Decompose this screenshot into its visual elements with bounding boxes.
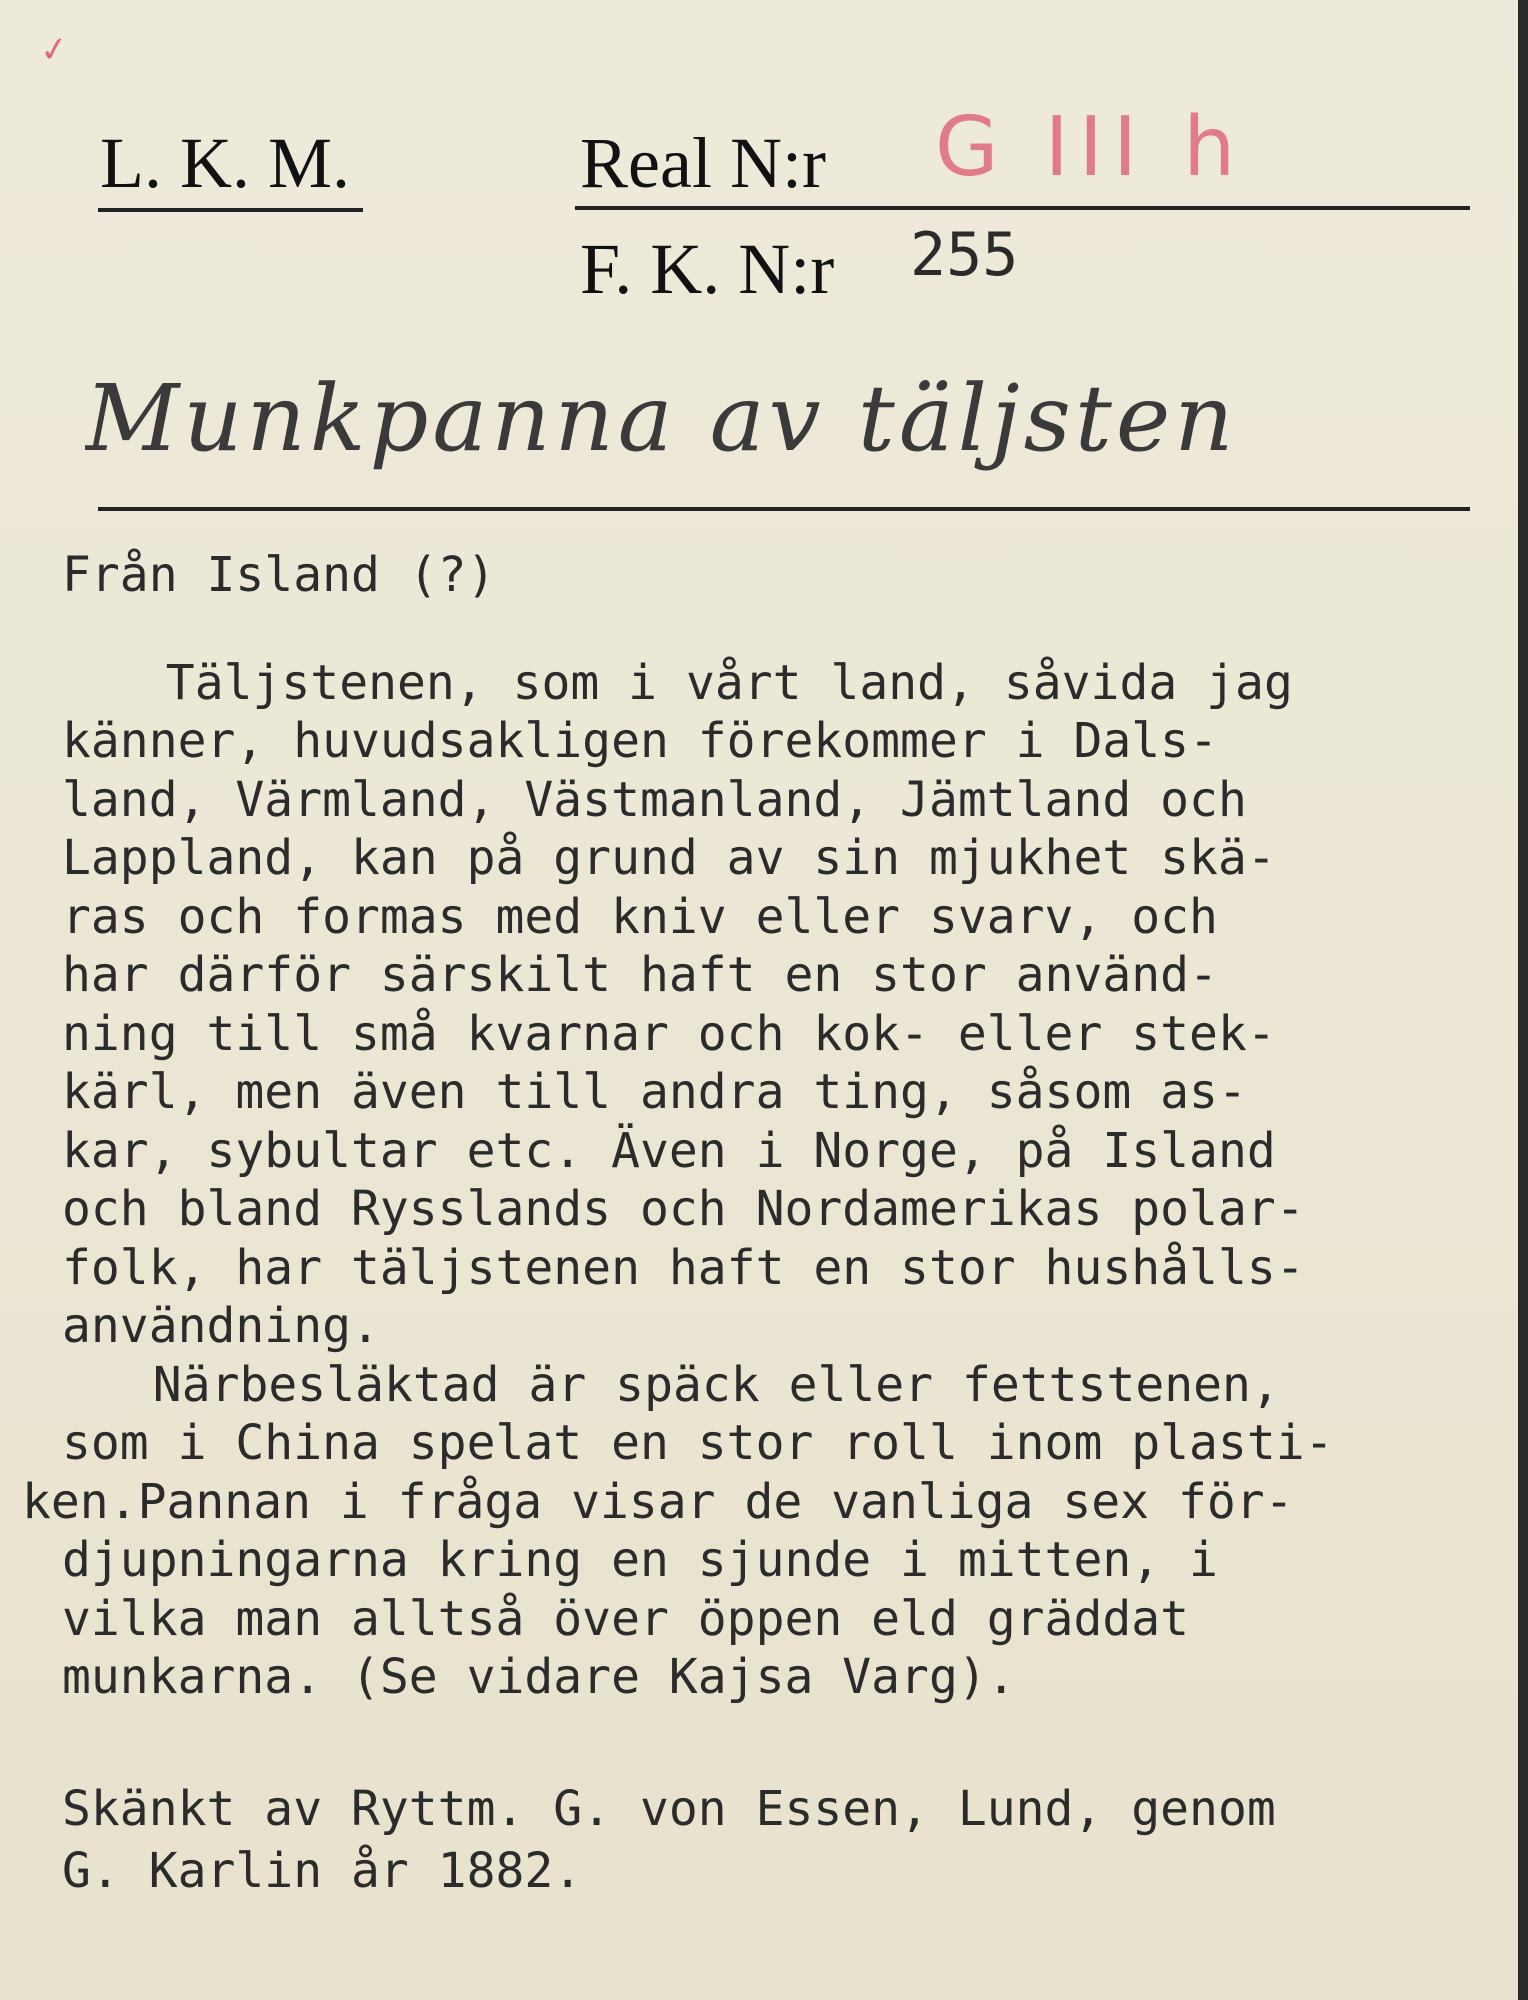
real-number-rule bbox=[575, 206, 1470, 210]
body-line: har därför särskilt haft en stor använd- bbox=[62, 947, 1218, 1003]
body-line: kärl, men även till andra ting, såsom as- bbox=[62, 1064, 1247, 1120]
check-mark-icon: ✓ bbox=[37, 28, 72, 72]
origin-line: Från Island (?) bbox=[62, 547, 496, 603]
body-line: vilka man alltså över öppen eld gräddat bbox=[62, 1591, 1190, 1647]
body-line: Täljstenen, som i vårt land, såvida jag bbox=[108, 655, 1293, 711]
body-line: Lappland, kan på grund av sin mjukhet skä- bbox=[62, 830, 1276, 886]
donation-line: G. Karlin år 1882. bbox=[62, 1843, 583, 1899]
body-line: folk, har täljstenen haft en stor hushålls- bbox=[62, 1240, 1305, 1296]
donation-line: Skänkt av Ryttm. G. von Essen, Lund, genom bbox=[62, 1781, 1276, 1837]
body-line: ras och formas med kniv eller svarv, och bbox=[62, 889, 1218, 945]
body-line: användning. bbox=[62, 1298, 380, 1354]
institution-label: L. K. M. bbox=[100, 123, 350, 203]
body-line: Närbesläktad är späck eller fettstenen, bbox=[95, 1357, 1280, 1413]
real-number-value: G III h bbox=[935, 100, 1246, 195]
body-line: känner, huvudsakligen förekommer i Dals- bbox=[62, 713, 1218, 769]
real-number-label: Real N:r bbox=[580, 123, 826, 203]
fk-number-label: F. K. N:r bbox=[580, 229, 835, 309]
body-line: ken.Pannan i fråga visar de vanliga sex för- bbox=[22, 1474, 1294, 1530]
body-line: munkarna. (Se vidare Kajsa Varg). bbox=[62, 1649, 1016, 1705]
fk-number-value: 255 bbox=[910, 220, 1019, 290]
object-title: Munkpanna av täljsten bbox=[85, 365, 1238, 472]
body-line: djupningarna kring en sjunde i mitten, i bbox=[62, 1532, 1218, 1588]
institution-underline bbox=[98, 208, 363, 212]
card-edge bbox=[1518, 0, 1528, 2000]
body-line: land, Värmland, Västmanland, Jämtland och bbox=[62, 772, 1247, 828]
body-line: och bland Rysslands och Nordamerikas polar- bbox=[62, 1181, 1305, 1237]
body-line: kar, sybultar etc. Även i Norge, på Island bbox=[62, 1123, 1276, 1179]
body-line: ning till små kvarnar och kok- eller stek- bbox=[62, 1006, 1276, 1062]
body-line: som i China spelat en stor roll inom plasti- bbox=[62, 1415, 1334, 1471]
title-rule bbox=[98, 507, 1470, 511]
